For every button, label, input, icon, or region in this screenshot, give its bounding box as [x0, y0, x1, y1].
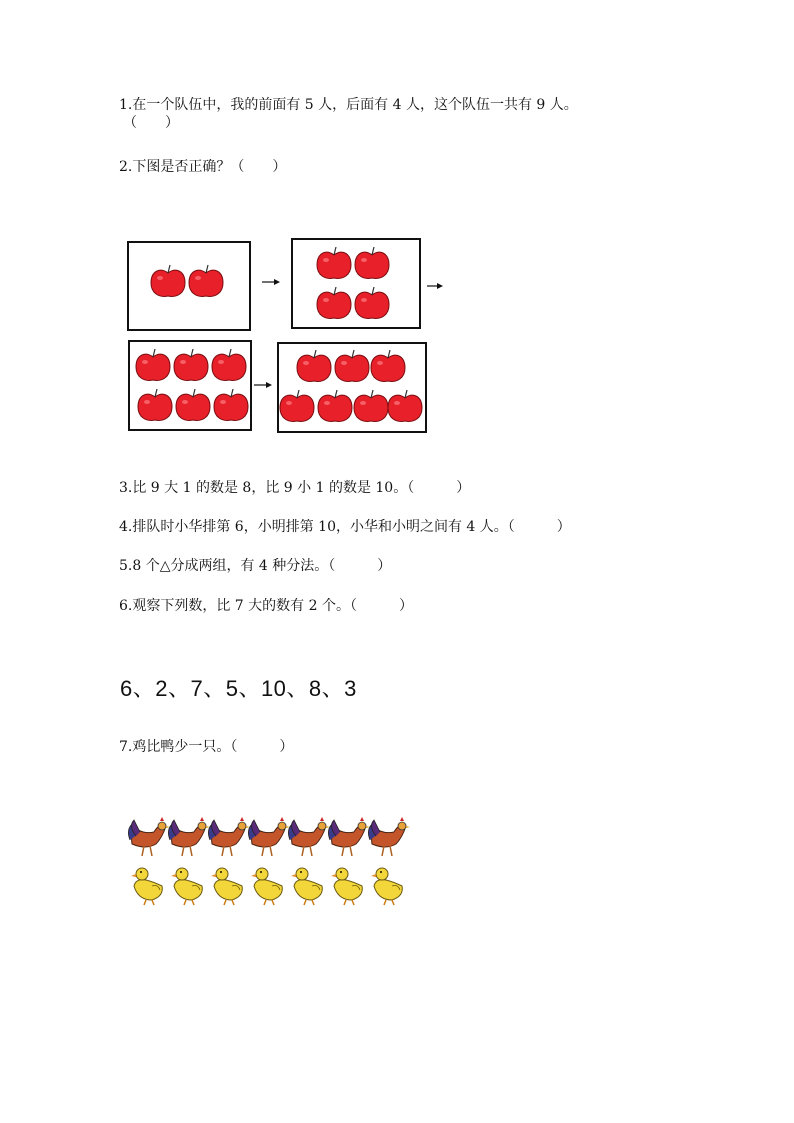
apple-icon — [174, 388, 212, 424]
apple-icon — [352, 389, 390, 425]
apple-icon — [187, 264, 225, 300]
apple-icon — [316, 389, 354, 425]
apple-icon — [295, 349, 333, 385]
duck-icon — [250, 860, 290, 906]
apple-icon — [333, 349, 371, 385]
arrow-icon — [427, 282, 443, 290]
rooster-icon — [326, 814, 370, 858]
apple-icon — [212, 388, 250, 424]
apple-icon — [172, 348, 210, 384]
rooster-icon — [286, 814, 330, 858]
apple-icon — [353, 246, 391, 282]
rooster-icon — [166, 814, 210, 858]
question-2-text: 2.下图是否正确？（ ） — [119, 159, 287, 175]
question-1 — [119, 96, 578, 132]
duck-icon — [170, 860, 210, 906]
apple-icon — [369, 349, 407, 385]
question-4-text: 4.排队时小华排第 6，小明排第 10，小华和小明之间有 4 人。（ ） — [119, 519, 571, 535]
apple-icon — [136, 388, 174, 424]
question-3-text: 3.比 9 大 1 的数是 8，比 9 小 1 的数是 10。（ ） — [119, 480, 471, 496]
rooster-icon — [206, 814, 250, 858]
apple-icon — [149, 264, 187, 300]
apple-icon — [278, 389, 316, 425]
apple-icon — [210, 348, 248, 384]
rooster-icon — [366, 814, 410, 858]
question-1-text: 1.在一个队伍中，我的前面有 5 人，后面有 4 人，这个队伍一共有 9 人。 — [119, 97, 578, 113]
number-list: 6、2、7、5、10、8、3 — [120, 676, 357, 701]
duck-icon — [330, 860, 370, 906]
apple-icon — [353, 286, 391, 322]
rooster-icon — [246, 814, 290, 858]
duck-icon — [370, 860, 410, 906]
duck-icon — [290, 860, 330, 906]
arrow-icon — [262, 278, 280, 286]
question-5-text: 5.8 个△分成两组，有 4 种分法。（ ） — [119, 558, 392, 574]
apple-icon — [315, 286, 353, 322]
apple-icon — [315, 246, 353, 282]
duck-icon — [130, 860, 170, 906]
duck-icon — [210, 860, 250, 906]
apple-icon — [386, 389, 424, 425]
rooster-icon — [126, 814, 170, 858]
arrow-icon — [254, 381, 272, 389]
question-7-text: 7.鸡比鸭少一只。（ ） — [119, 739, 294, 755]
question-6-text: 6.观察下列数，比 7 大的数有 2 个。（ ） — [119, 598, 413, 614]
question-1-answer-blank: （ ） — [123, 115, 179, 131]
apple-icon — [134, 348, 172, 384]
